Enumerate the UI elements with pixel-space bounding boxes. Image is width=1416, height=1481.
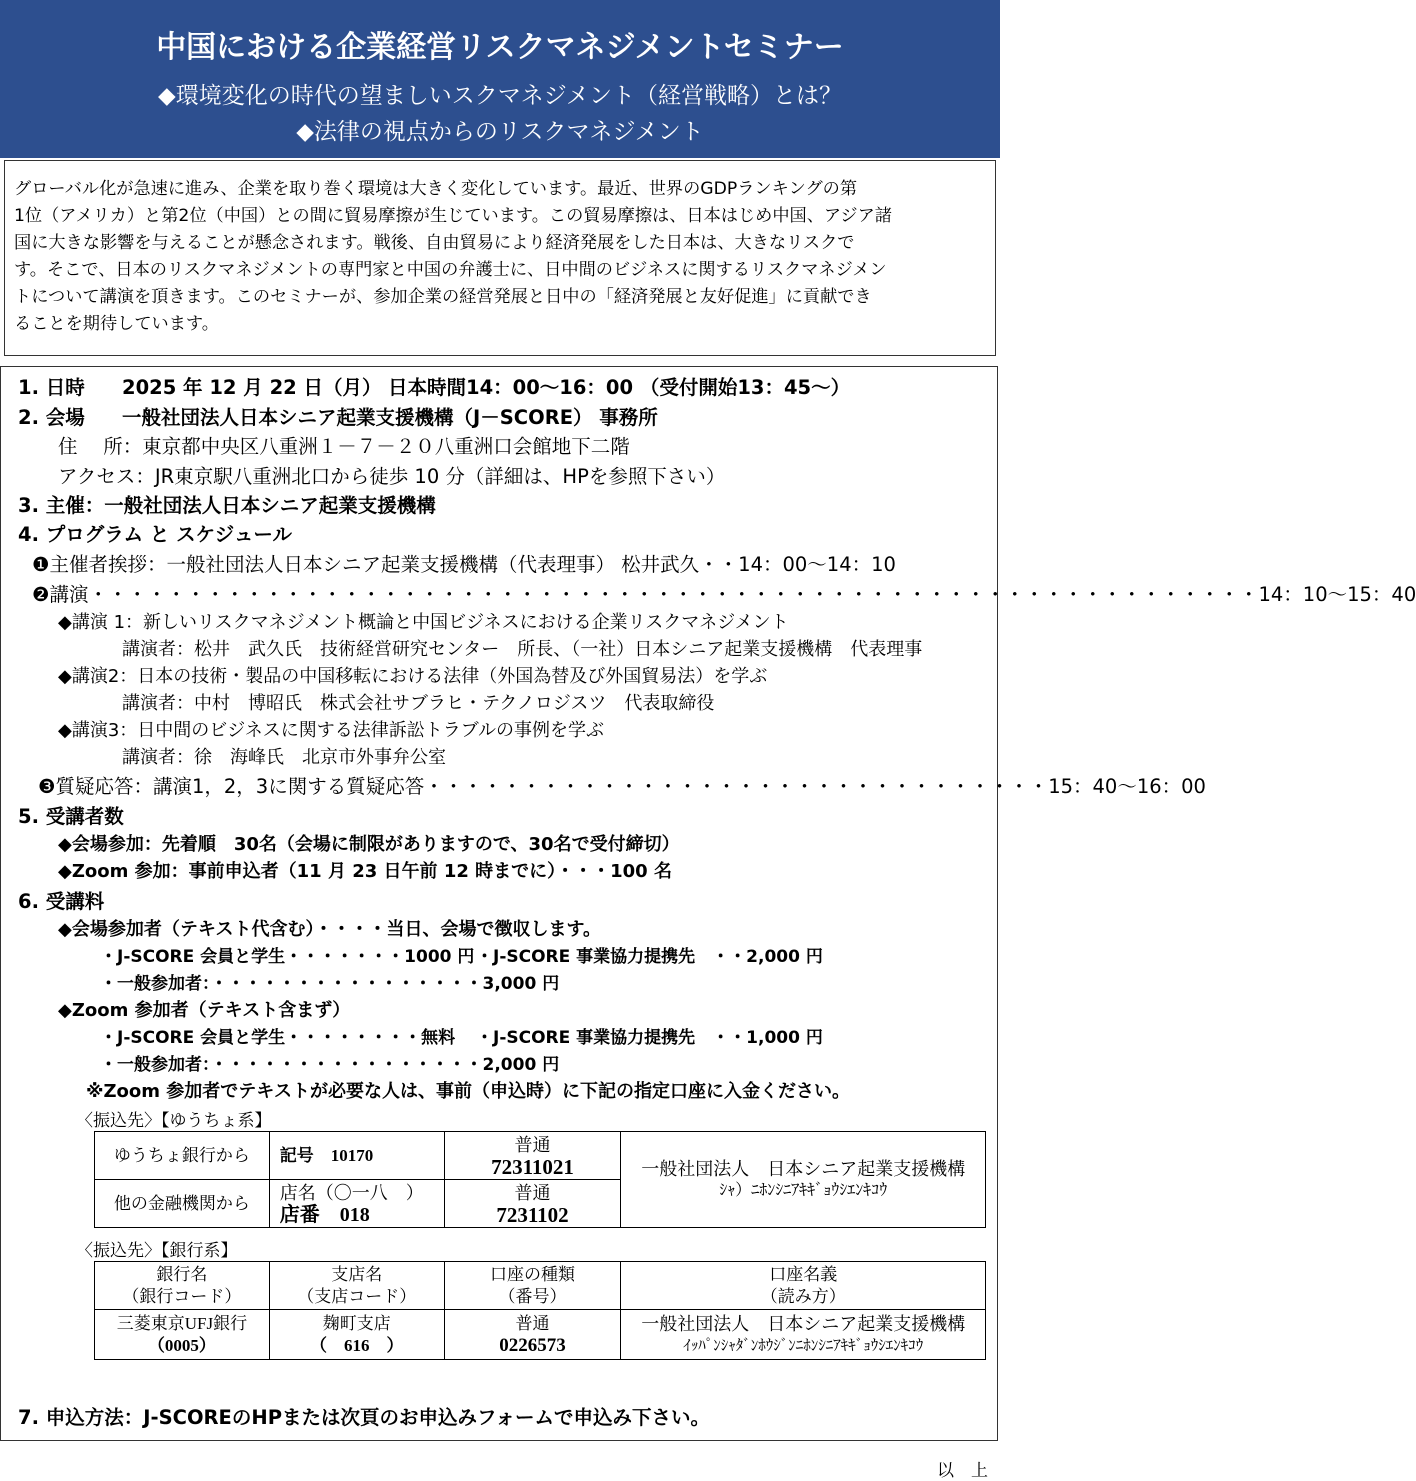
- section-3-organizer: 3. 主催：一般社団法人日本シニア起業支援機構: [18, 494, 436, 517]
- lecture-3-speaker: 講演者：徐 海峰氏 北京市外事弁公室: [122, 747, 446, 768]
- bank1-r1-number: 72311021: [491, 1154, 574, 1179]
- fee-zoom-partner: ・J-SCORE 事業協力提携先 ・・1,000 円: [476, 1028, 823, 1048]
- bank1-branch-name: 店名（〇一八 ）: [279, 1182, 424, 1203]
- intro-line: ることを期待しています。: [14, 314, 219, 334]
- bank2-branch-cell: [269, 1310, 444, 1360]
- bank2-branch-code: （ 616 ）: [309, 1335, 404, 1355]
- bank2-h3a: 口座の種類: [490, 1264, 576, 1284]
- bank1-branch-no: 店番 018: [279, 1203, 370, 1226]
- bank2-caption: 〈振込先〉【銀行系】: [76, 1241, 238, 1260]
- bank1-r1-account: [444, 1132, 621, 1180]
- intro-line: トについて講演を頂きます。このセミナーが、参加企業の経営発展と日中の「経済発展と友好促進」に貢献でき: [14, 287, 872, 307]
- lecture-2-speaker: 講演者：中村 博昭氏 株式会社サブラヒ・テクノロジスツ 代表取締役: [122, 693, 715, 714]
- bank1-from-other: 他の金融機関から: [95, 1180, 270, 1228]
- intro-line: 国に大きな影響を与えることが懸念されます。戦後、自由貿易により経済発展をした日本は、大きなリスクで: [14, 233, 855, 253]
- bank2-h4a: 口座名義: [769, 1264, 838, 1284]
- fee-zoom-head: ◆Zoom 参加者（テキスト含まず）: [58, 1000, 351, 1021]
- bank2-header-type: [444, 1262, 621, 1310]
- fee-venue-head: ◆会場参加者（テキスト代含む）・・・・当日、会場で徴収します。: [58, 919, 602, 940]
- bank2-h4b: （読み方）: [760, 1286, 846, 1306]
- header-banner: [0, 0, 1000, 158]
- capacity-zoom-label: ◆Zoom 参加: [58, 861, 171, 882]
- bank2-branch: 麹町支店: [322, 1313, 391, 1333]
- section-2-label: 2. 会場: [18, 406, 85, 429]
- bank1-r2-type: 普通: [514, 1182, 551, 1203]
- section-6-label: 6. 受講料: [18, 890, 105, 913]
- program-item-2: ❷講演・・・・・・・・・・・・・・・・・・・・・・・・・・・・・・・・・・・・・・・・・・・・・・・・・・・・・・・・・・・・14：10～15：40: [32, 583, 1416, 606]
- intro-line: す。そこで、日本のリスクマネジメントの専門家と中国の弁護士に、日中間のビジネスに関するリスクマネジメン: [14, 260, 887, 280]
- bank1-branch-cell: [269, 1180, 444, 1228]
- bank1-holder-cell: [621, 1132, 986, 1228]
- venue-access: アクセス：JR東京駅八重洲北口から徒歩 10 分（詳細は、HPを参照下さい）: [58, 465, 726, 488]
- fee-venue-member: ・J-SCORE 会員と学生・・・・・・・1000 円: [100, 947, 475, 967]
- fee-zoom-member: ・J-SCORE 会員と学生・・・・・・・・無料: [100, 1028, 456, 1048]
- event-date: 2025 年 12 月 22 日（月）: [122, 376, 382, 399]
- fee-venue-general: ・一般参加者：・・・・・・・・・・・・・・・・3,000 円: [100, 974, 560, 994]
- program-item-3: ❸質疑応答：講演1，2，3に関する質疑応答・・・・・・・・・・・・・・・・・・・・・・・・・・・・・・・・15：40～16：00: [38, 775, 1206, 798]
- bank1-r1-type: 普通: [514, 1134, 551, 1155]
- bank2-type: 普通: [515, 1313, 550, 1333]
- capacity-zoom-detail: ：事前申込者（11 月 23 日午前 12 時までに）・・・100 名: [170, 861, 672, 882]
- section-4-label: 4. プログラム と スケジュール: [18, 523, 292, 546]
- bank2-holder-kana: ｲｯﾊﾟﾝｼｬﾀﾞﾝﾎｳｼﾞﾝﾆﾎﾝｼﾆｱｷｷﾞｮｳｼｴﾝｷｺｳ: [683, 1337, 924, 1354]
- fee-venue-partner: ・J-SCORE 事業協力提携先 ・・2,000 円: [476, 947, 823, 967]
- subtitle-line-1: ◆環境変化の時代の望ましいスクマネジメント（経営戦略）とは？: [158, 83, 842, 109]
- bank2-h1a: 銀行名: [156, 1264, 208, 1284]
- bank2-h3b: （番号）: [498, 1286, 567, 1306]
- capacity-zoom: [58, 857, 672, 883]
- bank2-holder: 一般社団法人 日本シニア起業支援機構: [641, 1313, 966, 1334]
- venue-address: 住 所：東京都中央区八重洲１－７－２０八重洲口会館地下二階: [58, 435, 630, 458]
- intro-text: [14, 176, 986, 338]
- bank1-r2-account: [444, 1180, 621, 1228]
- bank2-bank-code: （0005）: [147, 1335, 216, 1355]
- lecture-1-speaker: 講演者：松井 武久氏 技術経営研究センター 所長、（一社）日本シニア起業支援機構 代表理事: [122, 639, 923, 660]
- section-5-label: 5. 受講者数: [18, 805, 124, 828]
- bank2-header-branch: [269, 1262, 444, 1310]
- bank2-h2b: （支店コード）: [297, 1286, 417, 1306]
- lecture-1-title: ◆講演 1：新しいリスクマネジメント概論と中国ビジネスにおける企業リスクマネジメント: [58, 612, 789, 633]
- bank2-h1b: （銀行コード）: [122, 1286, 242, 1306]
- bank2-bank: 三菱東京UFJ銀行: [116, 1313, 248, 1333]
- section-7-apply: 7. 申込方法：J-SCOREのHPまたは次頁のお申込みフォームで申込み下さい。: [18, 1406, 711, 1429]
- subtitle-line-2: ◆法律の視点からのリスクマネジメント: [296, 119, 704, 145]
- bank2-header-holder: [621, 1262, 986, 1310]
- lecture-2-title: ◆講演2：日本の技術・製品の中国移転における法律（外国為替及び外国貿易法）を学ぶ: [58, 666, 768, 687]
- bank2-account-cell: [444, 1310, 621, 1360]
- intro-line: グローバル化が急速に進み、企業を取り巻く環境は大きく変化しています。最近、世界のGDPランキングの第: [14, 179, 858, 199]
- bank2-header-bank: [95, 1262, 270, 1310]
- event-time: 日本時間14：00～16：00 （受付開始13：45～）: [388, 376, 851, 399]
- bank1-holder-kana: ｼｬ）ﾆﾎﾝｼﾆｱｷｷﾞｮｳｼｴﾝｷｺｳ: [719, 1181, 888, 1199]
- venue-name: 一般社団法人日本シニア起業支援機構（J－SCORE） 事務所: [122, 406, 658, 429]
- bank2-table: [94, 1261, 986, 1360]
- intro-line: 1位（アメリカ）と第2位（中国）との間に貿易摩擦が生じています。この貿易摩擦は、日本はじめ中国、アジア諸: [14, 206, 892, 226]
- section-1-label: 1. 日時: [18, 376, 85, 399]
- bank1-from-yucho: ゆうちょ銀行から: [95, 1132, 270, 1180]
- bank1-caption: 〈振込先〉【ゆうちょ系】: [76, 1111, 272, 1130]
- bank1-holder: 一般社団法人 日本シニア起業支援機構: [641, 1158, 966, 1179]
- bank1-symbol: 記号 10170: [269, 1132, 444, 1180]
- fee-note: ※Zoom 参加者でテキストが必要な人は、事前（申込時）に下記の指定口座に入金ください。: [86, 1081, 850, 1102]
- bank2-bank-cell: [95, 1310, 270, 1360]
- page-subtitle: [0, 78, 1000, 150]
- capacity-venue: ◆会場参加：先着順 30名（会場に制限がありますので、30名で受付締切）: [58, 834, 680, 855]
- end-mark: 以 上: [937, 1461, 988, 1480]
- bank2-number: 0226573: [499, 1334, 566, 1356]
- program-item-1: ❶主催者挨拶：一般社団法人日本シニア起業支援機構（代表理事） 松井武久・・14：00～14：10: [32, 553, 896, 576]
- bank1-r2-number: 7231102: [496, 1202, 569, 1227]
- bank2-holder-cell: [621, 1310, 986, 1360]
- bank2-h2a: 支店名: [331, 1264, 383, 1284]
- page-title: 中国における企業経営リスクマネジメントセミナー: [156, 30, 844, 65]
- bank1-table: [94, 1131, 986, 1228]
- fee-zoom-general: ・一般参加者：・・・・・・・・・・・・・・・・2,000 円: [100, 1055, 560, 1075]
- lecture-3-title: ◆講演3：日中間のビジネスに関する法律訴訟トラブルの事例を学ぶ: [58, 720, 605, 741]
